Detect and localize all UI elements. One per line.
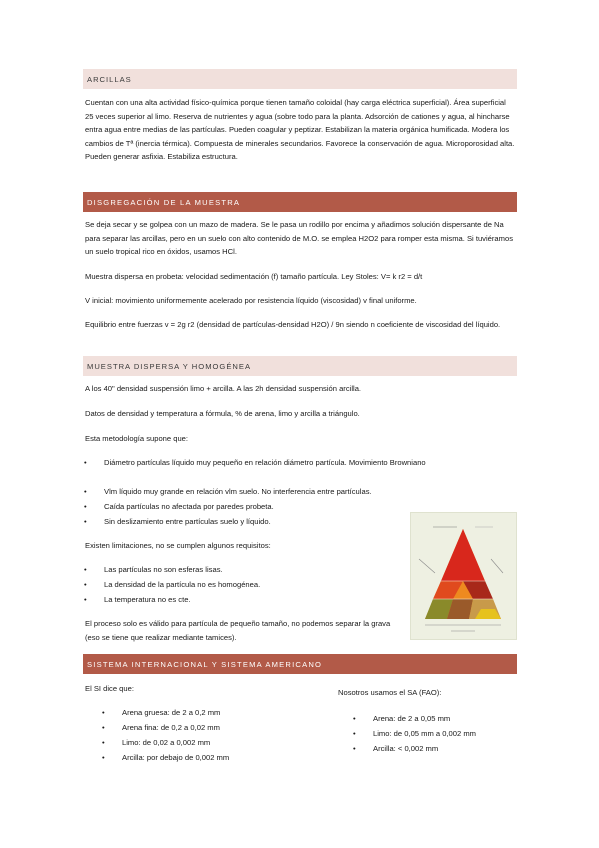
- section-header-sistema: [83, 654, 517, 674]
- list-item: • Limo: de 0,02 a 0,002 mm: [122, 736, 312, 750]
- muestra-paragraph-3: Esta metodología supone que:: [85, 434, 189, 443]
- soil-texture-triangle-figure: [410, 512, 517, 640]
- disgregacion-paragraph-2: Muestra dispersa en probeta: velocidad sedimentación (f) tamaño partícula. Ley Stoles: V= k r2 = d/t: [85, 272, 423, 281]
- list-item: • Caída partículas no afectada por paredes probeta.: [104, 500, 404, 514]
- list-item: • Las partículas no son esferas lisas.: [104, 563, 404, 577]
- section-title: MUESTRA DISPERSA Y HOMOGÉNEA: [87, 362, 252, 371]
- list-item: • Diámetro partículas líquido muy pequeño en relación diámetro partícula. Movimiento Browniano: [104, 456, 449, 470]
- list-item: • Arena gruesa: de 2 a 0,2 mm: [122, 706, 312, 720]
- bullet-glyph: •: [84, 458, 87, 467]
- bullet-glyph: •: [84, 595, 87, 604]
- bullet-glyph: •: [102, 738, 105, 747]
- bullet-glyph: •: [84, 487, 87, 496]
- list-item: • Arena: de 2 a 0,05 mm: [373, 712, 523, 726]
- disgregacion-paragraph-3: V inicial: movimiento uniformemente acelerado por resistencia líquido (viscosidad) v final uniforme.: [85, 296, 417, 305]
- sa-intro: Nosotros usamos el SA (FAO):: [338, 688, 442, 697]
- muestra-paragraph-4: Existen limitaciones, no se cumplen algunos requisitos:: [85, 541, 271, 550]
- muestra-paragraph-5: El proceso solo es válido para partícula de pequeño tamaño, no podemos separar la grava (eso se tiene que realizar mediante tamices).: [85, 619, 391, 642]
- bullet-glyph: •: [353, 729, 356, 738]
- muestra-paragraph-2: Datos de densidad y temperatura a fórmula, % de arena, limo y arcilla a triángulo.: [85, 409, 360, 418]
- section-header-disgregacion: [83, 192, 517, 212]
- bullet-glyph: •: [84, 565, 87, 574]
- bullet-glyph: •: [102, 708, 105, 717]
- bullet-glyph: •: [102, 753, 105, 762]
- disgregacion-paragraph-1: Se deja secar y se golpea con un mazo de madera. Se le pasa un rodillo por encima y añadimos solución dispersante de Na para separar las arcillas, pero en un suelo con alto contenido de M.O. se emplea H2O2 para romper esta misma. Si tuviéramos un suelo tropical rico en óxidos, usamos HCl.: [85, 220, 513, 256]
- section-title: ARCILLAS: [87, 75, 132, 84]
- list-item: • Arcilla: < 0,002 mm: [373, 742, 523, 756]
- list-item: • La densidad de la partícula no es homogénea.: [104, 578, 404, 592]
- bullet-glyph: •: [353, 714, 356, 723]
- list-item: • Vlm líquido muy grande en relación vlm suelo. No interferencia entre partículas.: [104, 485, 464, 499]
- bullet-glyph: •: [102, 723, 105, 732]
- section-header-arcillas: [83, 69, 517, 89]
- list-item: • Arcilla: por debajo de 0,002 mm: [122, 751, 312, 765]
- bullet-glyph: •: [84, 517, 87, 526]
- disgregacion-paragraph-4: Equilibrio entre fuerzas v = 2g r2 (densidad de partículas-densidad H2O) / 9n siendo n coeficiente de viscosidad del líquido.: [85, 320, 501, 329]
- bullet-glyph: •: [84, 580, 87, 589]
- list-item: • Limo: de 0,05 mm a 0,002 mm: [373, 727, 523, 741]
- bullet-glyph: •: [353, 744, 356, 753]
- list-item: • Sin deslizamiento entre partículas suelo y líquido.: [104, 515, 404, 529]
- bullet-glyph: •: [84, 502, 87, 511]
- list-item: • Arena fina: de 0,2 a 0,02 mm: [122, 721, 312, 735]
- section-header-muestra: [83, 356, 517, 376]
- section-title: DISGREGACIÓN DE LA MUESTRA: [87, 198, 241, 207]
- arcillas-paragraph: Cuentan con una alta actividad físico-química porque tienen tamaño coloidal (hay carga eléctrica superficial). Área superficial 25 veces superior al limo. Reserva de nutrientes y agua (sobre todo para la planta. Adsorción de cationes y agua, al hincharse entra agua entre medias de las partículas. Pueden coagular y peptizar. Estabilizan la materia orgánica humificada. Modera los cambios de Tª (inercia térmica). Compuesta de minerales secundarios. Favorece la conservación de agua. Microporosidad alta. Pueden generar asfixia. Estabiliza estructura.: [85, 98, 515, 161]
- muestra-paragraph-1: A los 40" densidad suspensión limo + arcilla. A las 2h densidad suspensión arcilla.: [85, 384, 362, 393]
- si-intro: El SI dice que:: [85, 684, 134, 693]
- texture-triangle-graphic: [411, 513, 516, 639]
- section-title: SISTEMA INTERNACIONAL Y SISTEMA AMERICANO: [87, 660, 323, 669]
- list-item: • La temperatura no es cte.: [104, 593, 404, 607]
